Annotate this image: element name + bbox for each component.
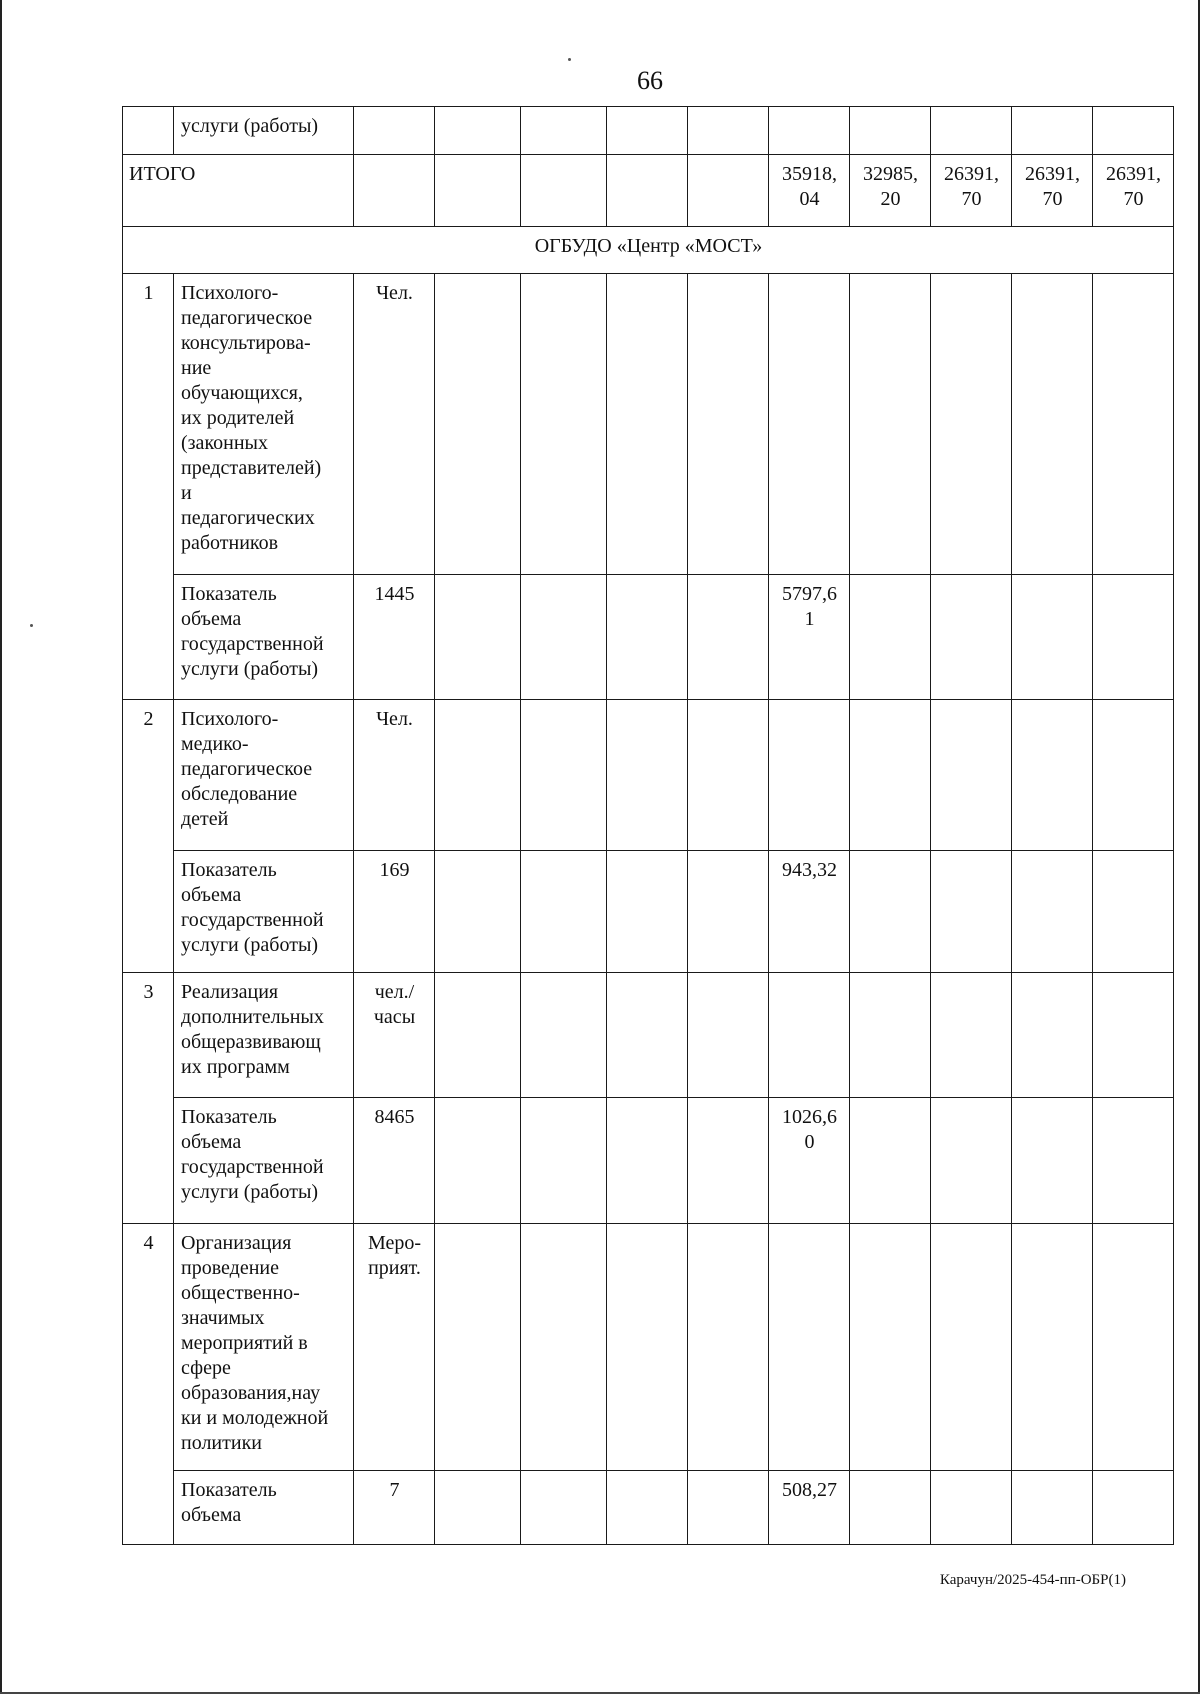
itogo-row [123,155,1174,227]
table-cell [435,700,521,851]
table-cell [607,155,688,227]
table-cell [769,107,850,155]
table-cell [435,973,521,1098]
service-number: 1 [123,274,174,700]
table-cell [688,973,769,1098]
table-cell [688,1098,769,1224]
indicator-row [123,851,1174,973]
service-number: 3 [123,973,174,1224]
indicator-name: Показатель объема государственной услуги (работы) [174,851,354,973]
service-row [123,973,1174,1098]
table-cell [688,1471,769,1545]
service-name: Психолого- педагогическое консультирова- ние обучающихся, их родителей (законных представителей) и педагогических работников [174,274,354,575]
table-cell [769,973,850,1098]
table-row [123,107,1174,155]
table-cell [1012,575,1093,700]
table-cell [1012,973,1093,1098]
table-cell [435,155,521,227]
service-name: Организация проведение общественно- значимых мероприятий в сфере образования,нау ки и молодежной политики [174,1224,354,1471]
table-cell [1093,1098,1174,1224]
itogo-value: 35918, 04 [769,155,850,227]
table-cell [1093,107,1174,155]
table-cell [521,575,607,700]
table-cell [1012,1471,1093,1545]
indicator-value: 8465 [354,1098,435,1224]
table-cell [850,1098,931,1224]
table-cell [688,575,769,700]
page-edge [0,0,2,1694]
table-cell [435,851,521,973]
table-cell [123,107,174,155]
table-cell [1012,107,1093,155]
table-cell [769,1224,850,1471]
table-cell [521,1098,607,1224]
unit-cell: чел./ часы [354,973,435,1098]
indicator-value: 1445 [354,575,435,700]
indicator-row [123,1471,1174,1545]
table-cell [435,107,521,155]
table-cell [607,1224,688,1471]
table-cell [931,575,1012,700]
table-cell [435,1098,521,1224]
table-cell [688,107,769,155]
table-cell [1093,851,1174,973]
table-cell [435,575,521,700]
table-cell [931,1098,1012,1224]
table-cell [607,973,688,1098]
unit-cell: Меро- прият. [354,1224,435,1471]
table-cell [521,274,607,575]
table-cell [688,700,769,851]
table-cell [1093,973,1174,1098]
table-cell [850,851,931,973]
table-cell [1093,274,1174,575]
indicator-row [123,575,1174,700]
table-cell [1093,1471,1174,1545]
scan-speck [568,58,571,61]
table-cell [688,274,769,575]
service-number: 4 [123,1224,174,1545]
service-row [123,1224,1174,1471]
indicator-name: Показатель объема [174,1471,354,1545]
service-name-cell: услуги (работы) [174,107,354,155]
document-code: Карачун/2025-454-пп-ОБР(1) [939,1572,1126,1588]
table-cell [931,851,1012,973]
table-cell [769,700,850,851]
service-row [123,700,1174,851]
table-cell [521,107,607,155]
table-cell [521,700,607,851]
table-cell [850,700,931,851]
indicator-name: Показатель объема государственной услуги (работы) [174,575,354,700]
indicator-value: 7 [354,1471,435,1545]
indicator-row [123,1098,1174,1224]
cost-value: 943,32 [769,851,850,973]
table-cell [354,107,435,155]
table-cell [931,1224,1012,1471]
itogo-value: 26391, 70 [931,155,1012,227]
service-name: Психолого- медико- педагогическое обследование детей [174,700,354,851]
service-name: Реализация дополнительных общеразвивающ их программ [174,973,354,1098]
unit-cell: Чел. [354,700,435,851]
table-cell [931,973,1012,1098]
itogo-label: ИТОГО [123,155,354,227]
table-cell [607,274,688,575]
table-cell [931,1471,1012,1545]
table-cell [850,1471,931,1545]
table-cell [931,274,1012,575]
table-cell [1012,851,1093,973]
table-cell [1093,575,1174,700]
table-cell [521,973,607,1098]
table-cell [435,1224,521,1471]
table-cell [688,155,769,227]
indicator-name: Показатель объема государственной услуги (работы) [174,1098,354,1224]
table-cell [850,1224,931,1471]
table-cell [688,1224,769,1471]
table-cell [607,851,688,973]
itogo-value: 32985, 20 [850,155,931,227]
cost-value: 1026,6 0 [769,1098,850,1224]
page-number: 66 [637,66,663,95]
table-cell [521,851,607,973]
table-cell [850,575,931,700]
table-cell [1012,700,1093,851]
table-cell [850,274,931,575]
table-cell [850,973,931,1098]
data-table [122,106,1174,1545]
indicator-value: 169 [354,851,435,973]
scan-speck [30,624,33,627]
table-cell [521,155,607,227]
itogo-value: 26391, 70 [1012,155,1093,227]
cost-value: 5797,6 1 [769,575,850,700]
section-row [123,227,1174,274]
itogo-value: 26391, 70 [1093,155,1174,227]
table-cell [769,274,850,575]
table-cell [1093,700,1174,851]
table-cell [1012,1098,1093,1224]
table-cell [607,1471,688,1545]
table-cell [1012,1224,1093,1471]
table-cell [607,107,688,155]
table-cell [607,700,688,851]
table-cell [1093,1224,1174,1471]
table-cell [688,851,769,973]
cost-value: 508,27 [769,1471,850,1545]
table-cell [931,700,1012,851]
table-cell [931,107,1012,155]
table-cell [521,1224,607,1471]
service-row [123,274,1174,575]
unit-cell: Чел. [354,274,435,575]
section-title: ОГБУДО «Центр «МОСТ» [123,227,1174,274]
table-cell [607,1098,688,1224]
table-cell [521,1471,607,1545]
table-cell [435,274,521,575]
table-cell [607,575,688,700]
table-cell [850,107,931,155]
table-cell [1012,274,1093,575]
table-cell [354,155,435,227]
table-cell [435,1471,521,1545]
service-number: 2 [123,700,174,973]
